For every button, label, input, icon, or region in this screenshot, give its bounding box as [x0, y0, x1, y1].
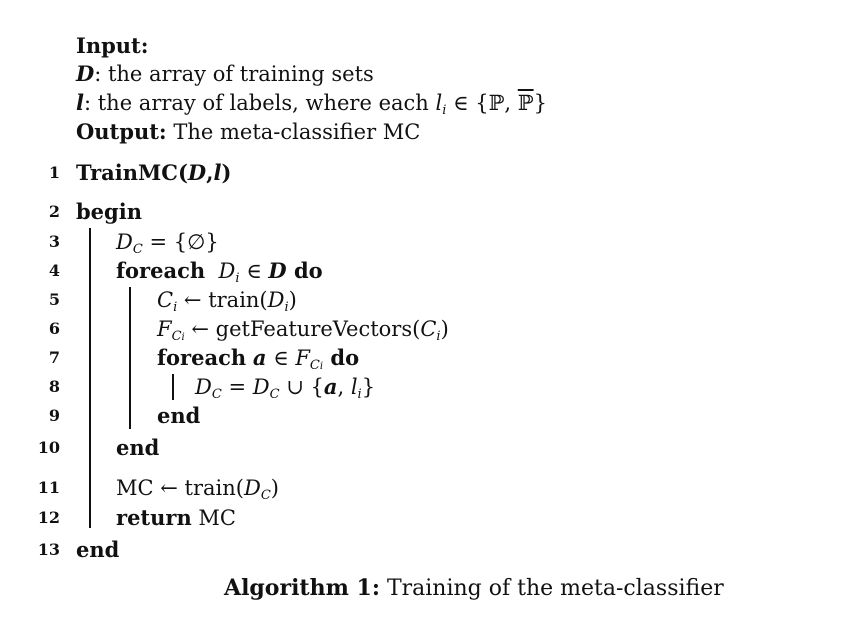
line-10: end — [116, 435, 160, 460]
line-1: TrainMC(D,l) — [76, 160, 232, 185]
input-heading: Input: — [76, 33, 149, 58]
line-number: 7 — [48, 348, 60, 367]
line-number: 4 — [48, 261, 60, 280]
line-number: 12 — [37, 508, 60, 527]
algorithm-caption: Algorithm 1: Training of the meta-classifier — [224, 575, 724, 601]
line-8: $D_C = D_C$ ∪ {a, $l_i$} — [195, 374, 376, 402]
line-6: $F_{Ci}$ ← $getFeatureVectors(C_i)$ — [157, 317, 449, 344]
line-number: 10 — [37, 438, 60, 457]
foreach-block-bar — [129, 287, 131, 429]
line-number: 3 — [48, 232, 60, 251]
input-l-line: l: the array of labels, where each $l_i$ ∈ {ℙ, ℙ} — [76, 90, 547, 118]
begin-block-bar — [89, 228, 91, 528]
line-number: 6 — [48, 319, 60, 338]
l-symbol: l — [76, 90, 84, 115]
line-13: end — [76, 537, 120, 562]
line-number: 11 — [37, 478, 60, 497]
input-d-line: D: the array of training sets — [76, 61, 374, 86]
line-number: 1 — [48, 163, 60, 182]
line-9: end — [157, 403, 201, 428]
line-2: begin — [76, 199, 142, 224]
d-symbol: D — [76, 61, 95, 86]
line-number: 2 — [48, 202, 60, 221]
inner-foreach-block-bar — [172, 374, 174, 400]
line-12: return MC — [116, 505, 236, 530]
line-11: MC ← $train(D_C)$ — [116, 476, 279, 503]
line-number: 5 — [48, 290, 60, 309]
line-7: foreach a ∈ $F_{Ci}$ do — [157, 345, 360, 373]
line-number: 13 — [37, 540, 60, 559]
line-5: $C_i$ ← $train(D_i)$ — [157, 288, 297, 315]
line-3: $D_C$ = {∅} — [116, 230, 219, 257]
line-4: foreach $D_i$ ∈ D do — [116, 258, 323, 286]
line-number: 8 — [48, 377, 60, 396]
p-bar: ℙ — [517, 91, 534, 115]
output-line: Output: The meta-classifier MC — [76, 119, 421, 144]
line-number: 9 — [48, 406, 60, 425]
mc-symbol: MC — [382, 120, 421, 144]
